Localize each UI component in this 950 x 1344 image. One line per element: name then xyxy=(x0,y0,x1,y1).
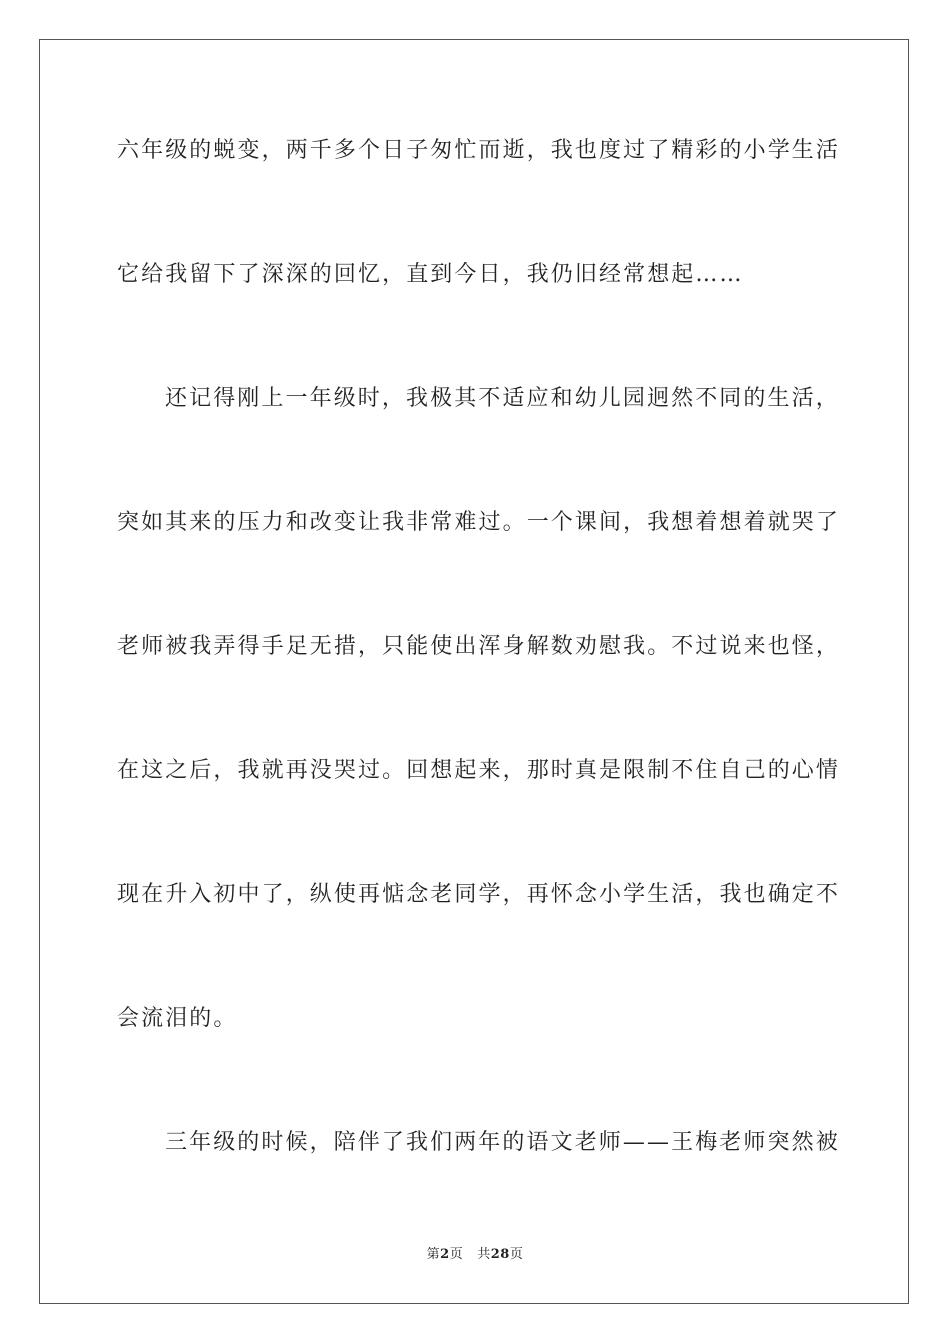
text-line-5: 老师被我弄得手足无措，只能使出浑身解数劝慰我。不过说来也怪， xyxy=(117,634,841,659)
text-line-1: 六年级的蜕变，两千多个日子匆忙而逝，我也度过了精彩的小学生活 xyxy=(117,138,841,163)
text-line-2: 它给我留下了深深的回忆，直到今日，我仍旧经常想起…… xyxy=(117,262,744,287)
text-line-4: 突如其来的压力和改变让我非常难过。一个课间，我想着想着就哭了 xyxy=(117,510,841,535)
text-line-3: 还记得刚上一年级时，我极其不适应和幼儿园迥然不同的生活， xyxy=(165,386,840,411)
page-footer xyxy=(0,1246,950,1264)
page-border xyxy=(39,39,909,1304)
page-prefix: 第 xyxy=(426,1247,441,1262)
text-line-7: 现在升入初中了，纵使再惦念老同学，再怀念小学生活，我也确定不 xyxy=(117,882,841,907)
text-line-8: 会流泪的。 xyxy=(117,1006,238,1031)
text-line-6: 在这之后，我就再没哭过。回想起来，那时真是限制不住自己的心情 xyxy=(117,758,841,783)
total-pages: 28 xyxy=(490,1247,510,1262)
total-suffix: 页 xyxy=(509,1247,524,1262)
page-suffix: 页 xyxy=(449,1247,464,1262)
text-line-9: 三年级的时候，陪伴了我们两年的语文老师——王梅老师突然被 xyxy=(165,1130,840,1155)
page-number: 2 xyxy=(440,1247,450,1262)
total-prefix: 共 xyxy=(477,1247,491,1262)
